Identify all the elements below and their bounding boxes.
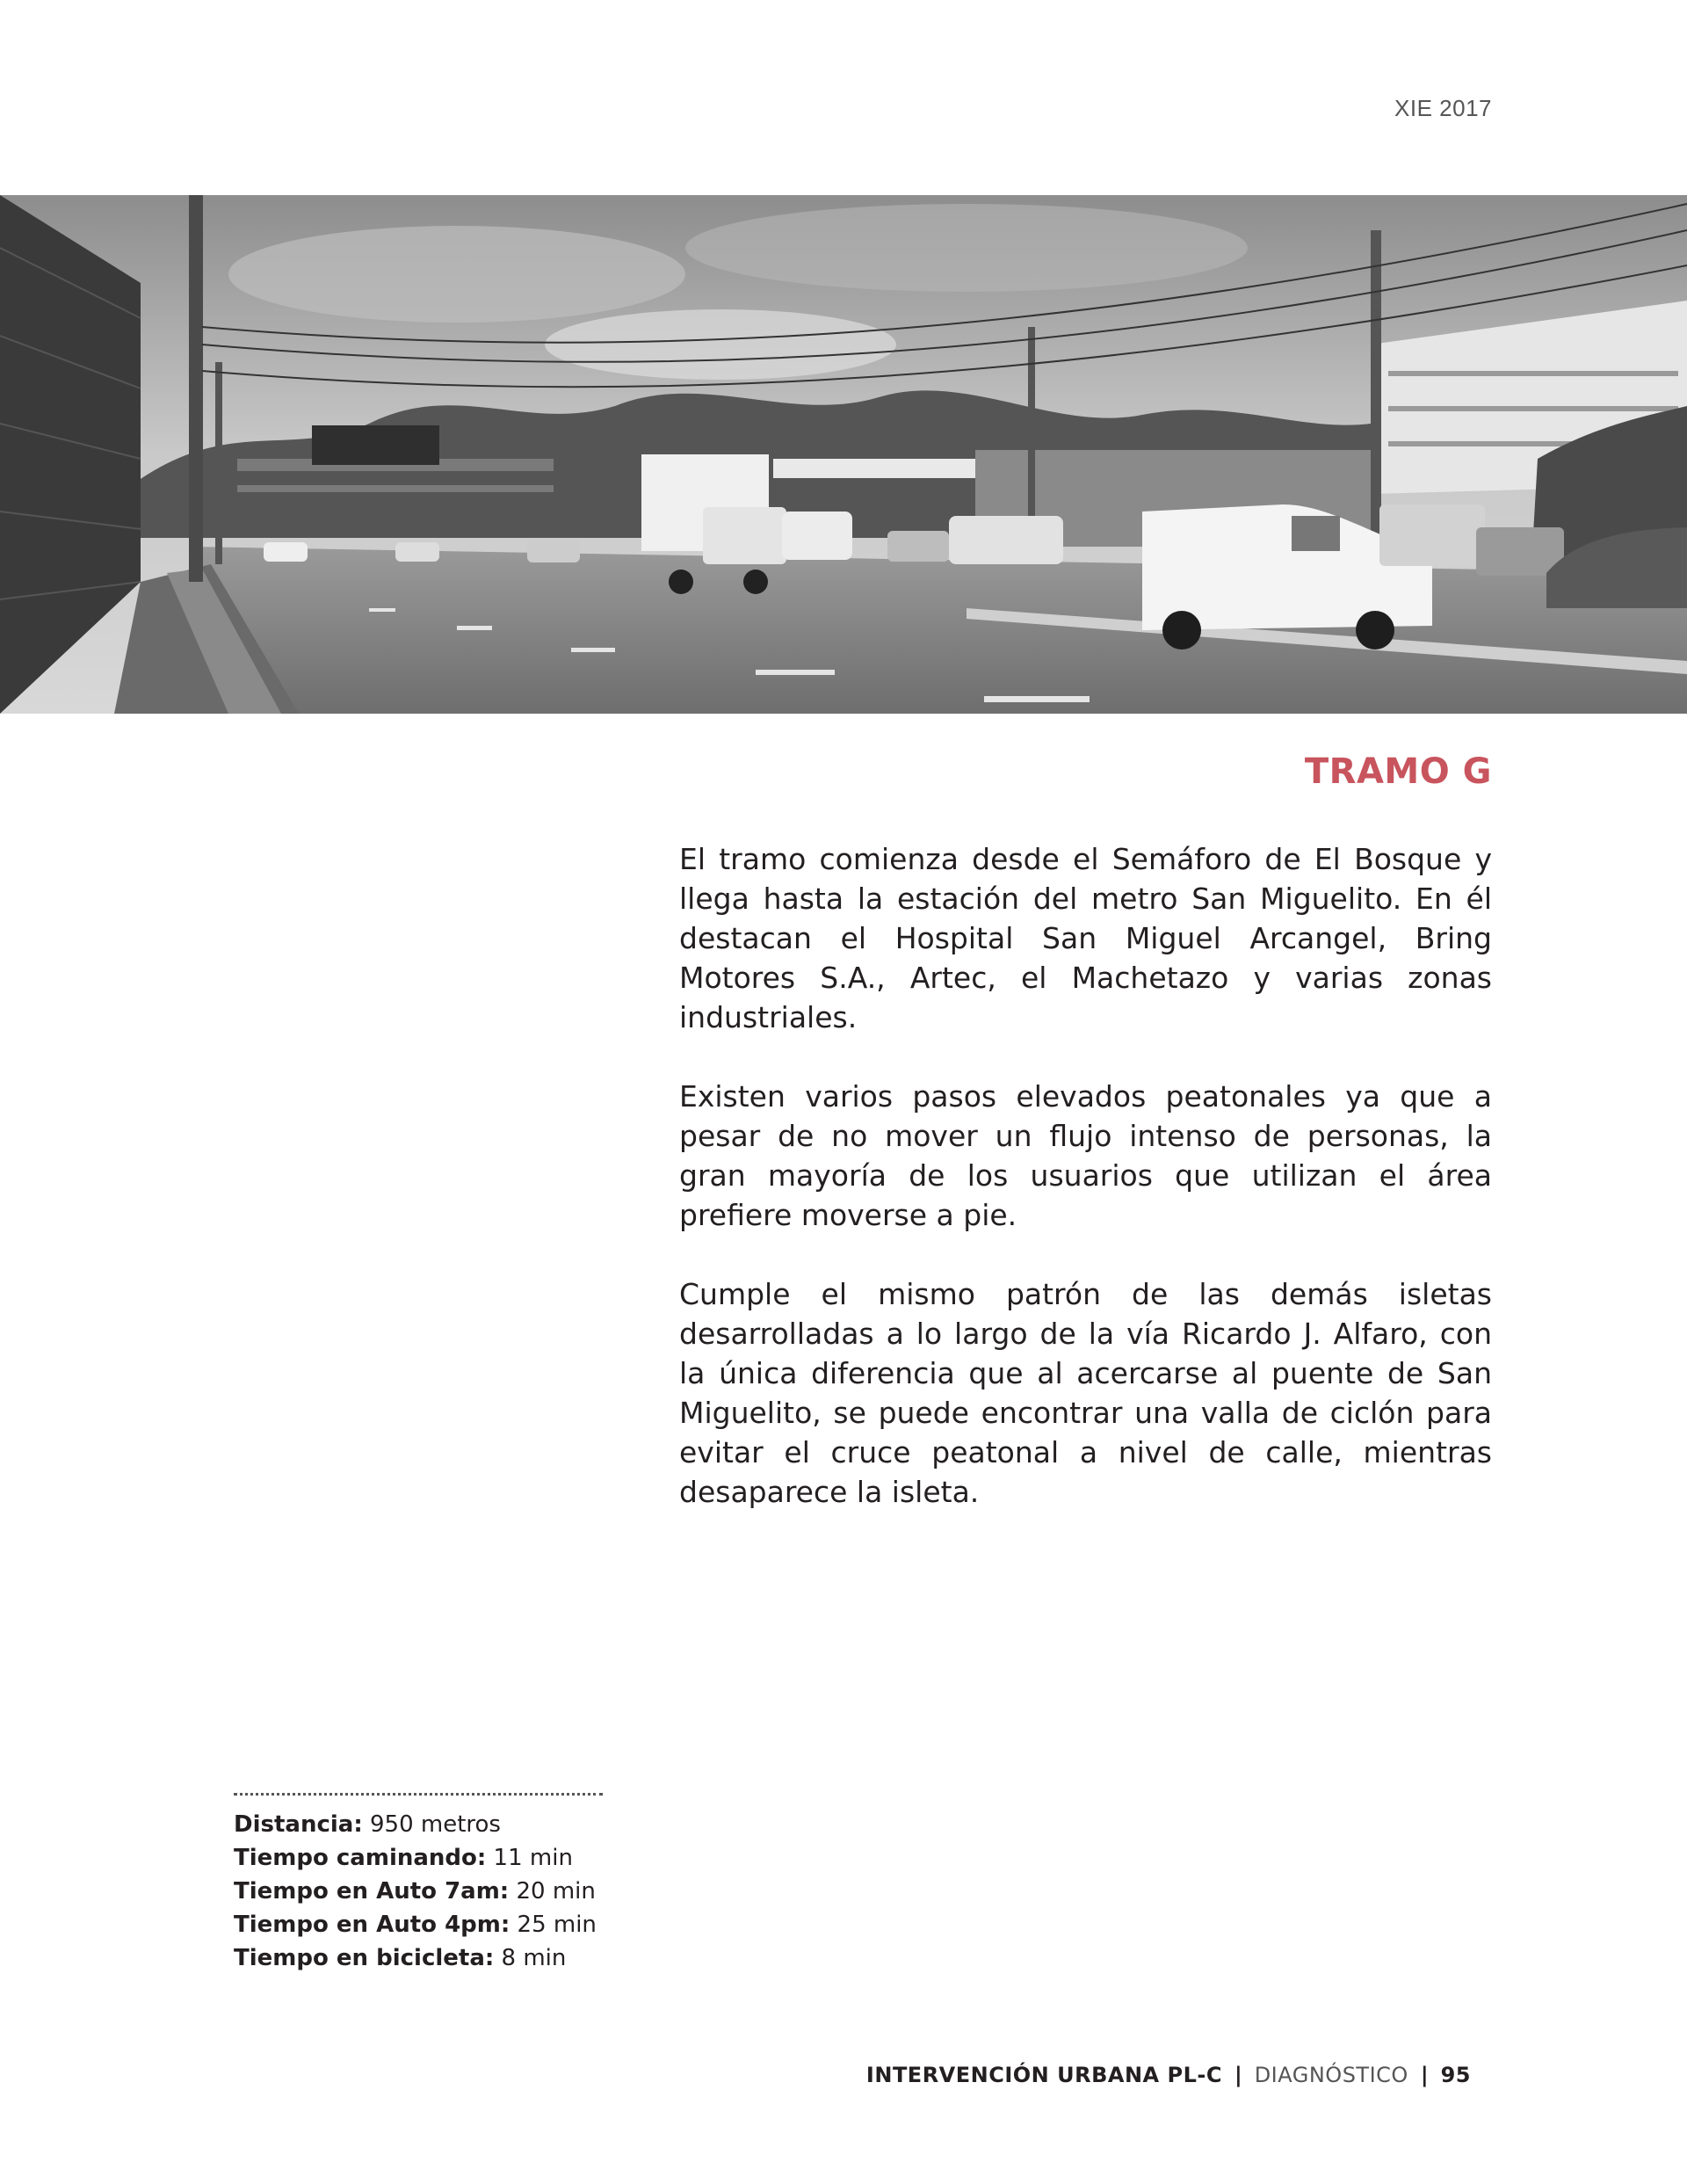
footer-section: DIAGNÓSTICO (1254, 2063, 1408, 2087)
stat-car-4pm: Tiempo en Auto 4pm: 25 min (234, 1912, 597, 1938)
paragraph-2: Existen varios pasos elevados peatonales ya que a pesar de no mover un flujo intenso de personas, la gran mayoría de los usuarios que utilizan el área prefiere moverse a pie. (679, 1079, 1492, 1232)
body-text (679, 839, 1492, 1551)
stat-bike-time: Tiempo en bicicleta: 8 min (234, 1945, 567, 1971)
stat-car-7am: Tiempo en Auto 7am: 20 min (234, 1878, 596, 1905)
section-title: TRAMO G (1304, 751, 1492, 792)
stat-distance: Distancia: 950 metros (234, 1811, 501, 1838)
dotted-divider (234, 1793, 603, 1796)
footer-separator: | (1234, 2063, 1242, 2087)
paragraph-1: El tramo comienza desde el Semáforo de El Bosque y llega hasta la estación del metro San Miguelito. En él destacan el Hospital San Miguel Arcangel, Bring Motores S.A., Artec, el Machetazo y varias zonas industriales. (679, 842, 1492, 1034)
paragraph-3: Cumple el mismo patrón de las demás isletas desarrolladas a lo largo de la vía Ricardo J. Alfaro, con la única diferencia que al acercarse al puente de San Miguelito, se puede encontrar una valla de ciclón para evitar el cruce peatonal a nivel de calle, mientras desaparece la isleta. (679, 1277, 1492, 1509)
footer-separator: | (1420, 2063, 1429, 2087)
footer-title: INTERVENCIÓN URBANA PL-C (865, 2063, 1222, 2087)
page-number: 95 (1440, 2063, 1471, 2087)
stats-panel (234, 1793, 603, 1975)
stat-walk-time: Tiempo caminando: 11 min (234, 1845, 573, 1871)
header-tag: XIE 2017 (1394, 95, 1492, 121)
street-photo (0, 195, 1687, 714)
page-footer (866, 2063, 1471, 2087)
